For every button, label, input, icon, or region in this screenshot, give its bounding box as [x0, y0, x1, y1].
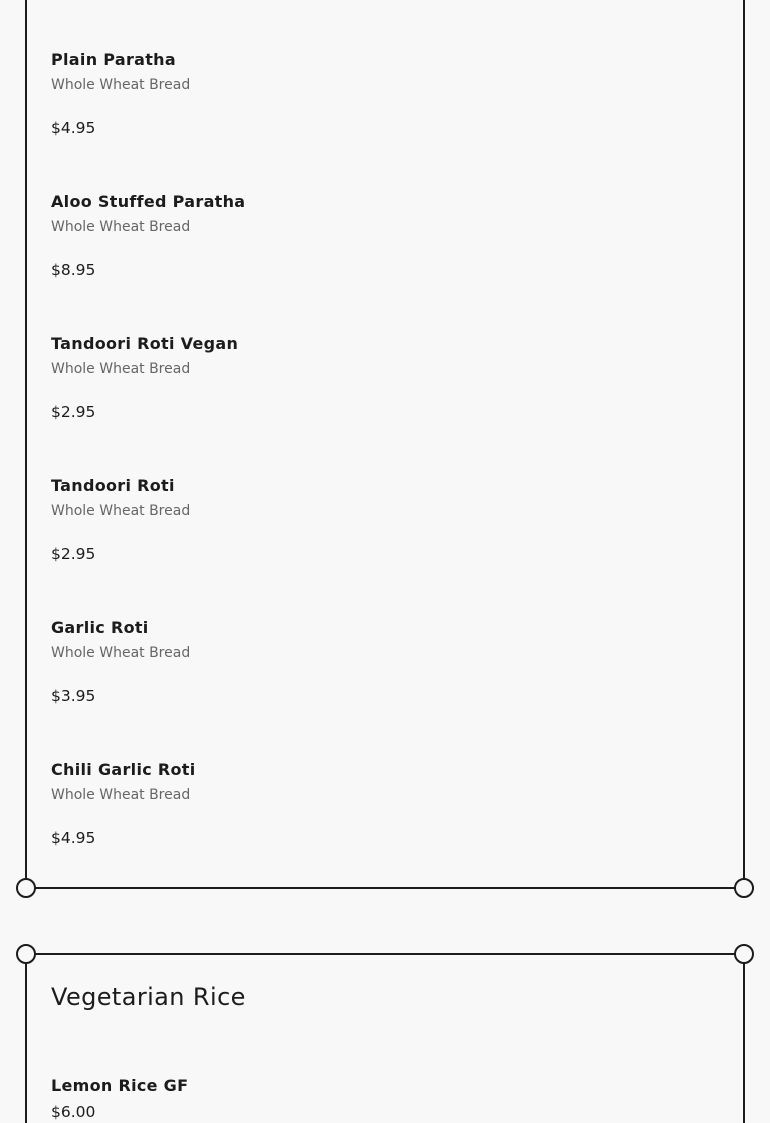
- item-name: Chili Garlic Roti: [51, 760, 196, 779]
- menu-item[interactable]: [51, 476, 190, 564]
- item-name: Tandoori Roti: [51, 476, 175, 495]
- item-name: Aloo Stuffed Paratha: [51, 192, 246, 211]
- menu-item[interactable]: [51, 760, 196, 848]
- item-description: Whole Wheat Bread: [51, 219, 191, 235]
- item-price: $8.95: [51, 261, 96, 279]
- corner-notch-decoration: [16, 878, 36, 898]
- rice-section-card: [25, 953, 745, 1123]
- corner-notch-decoration: [734, 944, 754, 964]
- item-description: Whole Wheat Bread: [51, 77, 191, 93]
- item-price: $2.95: [51, 545, 96, 563]
- item-price: $2.95: [51, 403, 96, 421]
- item-description: Whole Wheat Bread: [51, 503, 191, 519]
- item-price: $3.95: [51, 687, 96, 705]
- corner-notch-decoration: [734, 878, 754, 898]
- menu-item[interactable]: [51, 50, 190, 138]
- menu-item[interactable]: [51, 334, 238, 422]
- item-name: Lemon Rice GF: [51, 1076, 189, 1095]
- item-name: Tandoori Roti Vegan: [51, 334, 239, 353]
- item-price: $4.95: [51, 829, 96, 847]
- corner-notch-decoration: [16, 944, 36, 964]
- item-name: Plain Paratha: [51, 50, 176, 69]
- section-title: Vegetarian Rice: [51, 983, 246, 1011]
- item-price: $6.00: [51, 1103, 96, 1121]
- menu-item[interactable]: [51, 618, 190, 706]
- menu-item[interactable]: [51, 192, 245, 280]
- menu-item[interactable]: [51, 1076, 188, 1122]
- bread-section-card: [25, 0, 745, 889]
- item-description: Whole Wheat Bread: [51, 787, 191, 803]
- item-price: $4.95: [51, 119, 96, 137]
- item-name: Garlic Roti: [51, 618, 149, 637]
- item-description: Whole Wheat Bread: [51, 645, 191, 661]
- item-description: Whole Wheat Bread: [51, 361, 191, 377]
